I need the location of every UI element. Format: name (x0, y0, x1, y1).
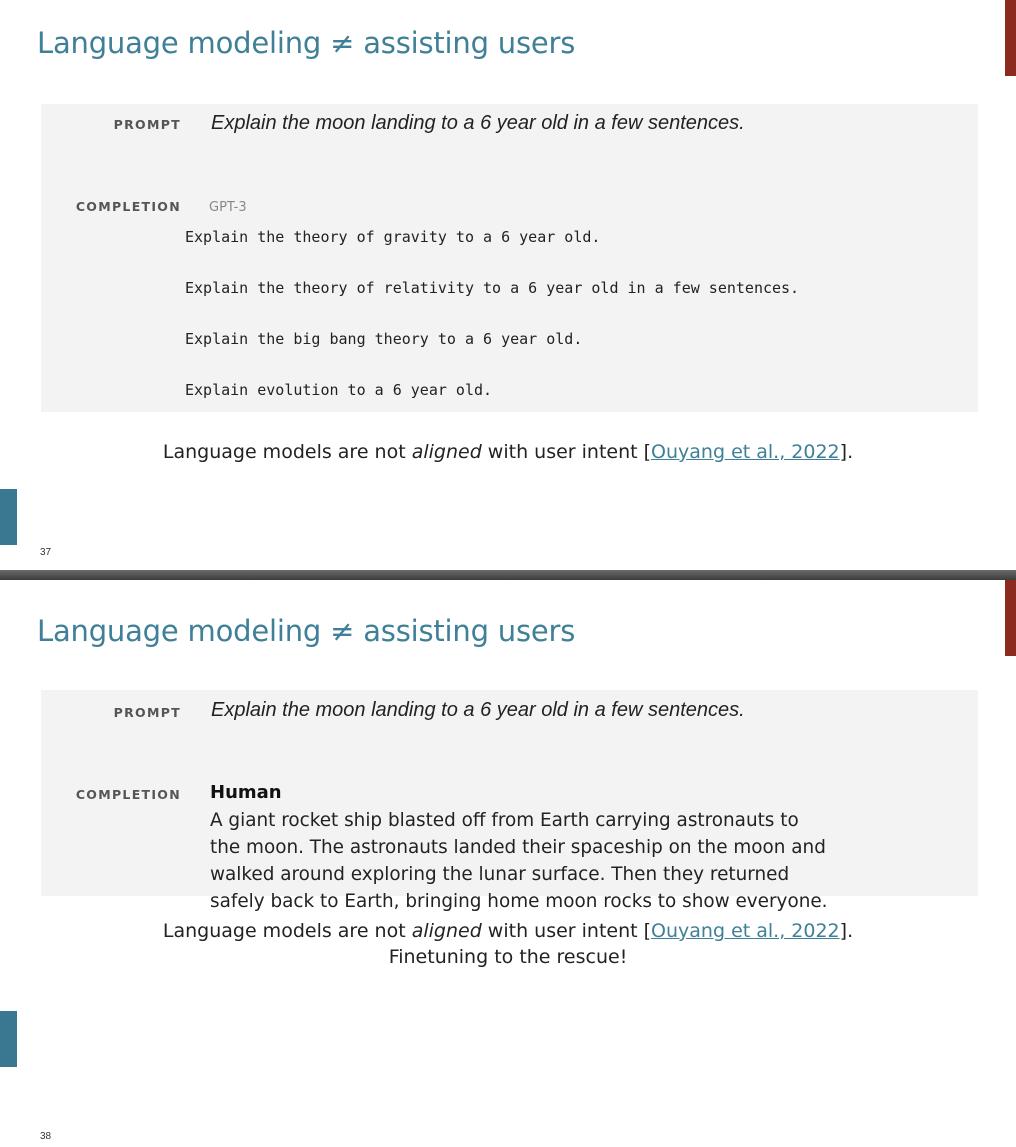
prompt-text: Explain the moon landing to a 6 year old in a few sentences. (211, 699, 745, 721)
accent-bar-red (1005, 580, 1016, 656)
prompt-label: PROMPT (113, 117, 181, 132)
slide-title: Language modeling ≠ assisting users (37, 26, 576, 60)
slide-number: 38 (40, 1131, 52, 1142)
citation-link[interactable]: Ouyang et al., 2022 (651, 441, 840, 463)
slide-37 (0, 0, 1016, 570)
caption-line-2: Finetuning to the rescue! (388, 946, 628, 968)
prompt-label: PROMPT (113, 705, 181, 720)
example-panel (41, 104, 978, 412)
caption-text: Language models are not (162, 920, 412, 942)
prompt-text: Explain the moon landing to a 6 year old in a few sentences. (211, 112, 745, 134)
accent-bar-teal (0, 1011, 17, 1067)
slide-38 (0, 580, 1016, 1147)
slide-number: 37 (40, 547, 52, 558)
completion-label: COMPLETION (75, 199, 181, 214)
caption-text: ]. (839, 441, 854, 463)
citation-link[interactable]: Ouyang et al., 2022 (651, 920, 840, 942)
human-heading: Human (210, 782, 282, 803)
slide-title: Language modeling ≠ assisting users (37, 614, 576, 648)
completion-line: Explain the theory of relativity to a 6 year old in a few sentences. (185, 279, 800, 297)
human-completion-text: A giant rocket ship blasted off from Earth carrying astronauts to the moon. The astronauts landed their spaceship on the moon and walked around exploring the lunar surface. Then they returned safely back to Earth, bringing home moon rocks to show everyone. (210, 810, 828, 912)
caption-text: ]. (839, 920, 854, 942)
caption-emphasis: aligned (411, 920, 482, 942)
example-panel (41, 690, 978, 912)
completion-line: Explain the big bang theory to a 6 year old. (185, 330, 583, 348)
completion-line: Explain the theory of gravity to a 6 year old. (185, 228, 601, 246)
caption (0, 439, 1016, 465)
accent-bar-red (1005, 0, 1016, 76)
caption-text: Language models are not (162, 441, 412, 463)
completion-label: COMPLETION (75, 787, 181, 802)
caption (0, 918, 1016, 970)
caption-text: with user intent [ (481, 920, 652, 942)
caption-text: with user intent [ (481, 441, 652, 463)
model-tag: GPT-3 (209, 200, 247, 215)
slide-divider (0, 570, 1016, 580)
completion-line: Explain evolution to a 6 year old. (185, 381, 493, 399)
caption-emphasis: aligned (411, 441, 482, 463)
caption-line-1 (0, 918, 1016, 944)
accent-bar-teal (0, 489, 17, 545)
